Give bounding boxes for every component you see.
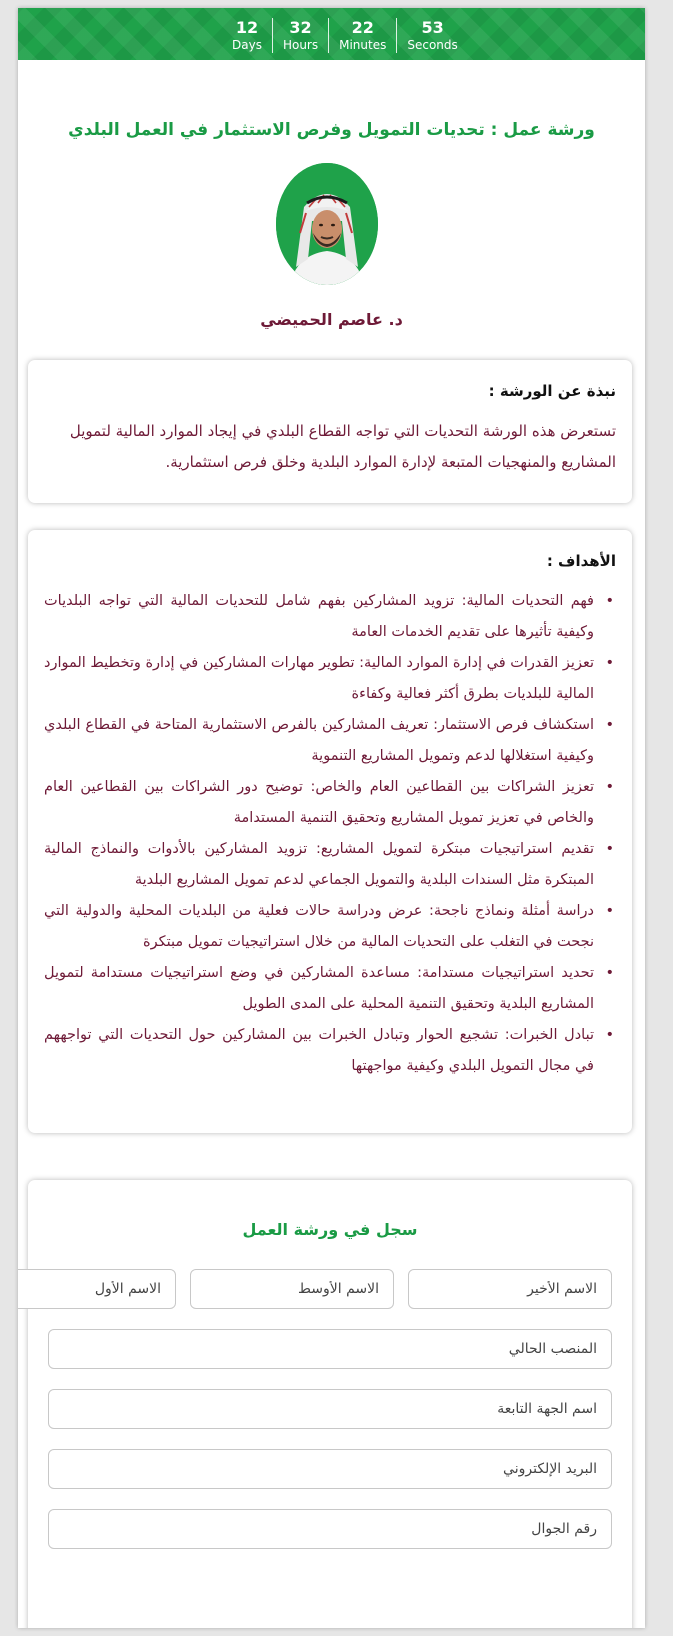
position-input[interactable] [48, 1329, 612, 1369]
countdown-minutes [328, 18, 396, 53]
email-row [48, 1449, 612, 1489]
speaker-avatar [276, 163, 378, 285]
countdown-minutes-label: Minutes [339, 38, 387, 52]
countdown-hours-label: Hours [282, 38, 319, 52]
about-text: تستعرض هذه الورشة التحديات التي تواجه القطاع البلدي في إيجاد الموارد المالية لتمويل المشاريع والمنهجيات المتبعة لإدارة الموارد البلدية وخلق فرص استثمارية. [69, 422, 616, 471]
goal-item: • تعزيز القدرات في إدارة الموارد المالية: تطوير مهارات المشاركين في إدارة وتخطيط الموارد المالية للبلديات بطرق أكثر فعالية وكفاءة [44, 648, 616, 710]
countdown-seconds-label: Seconds [407, 38, 458, 52]
last-name-input[interactable] [408, 1269, 612, 1309]
countdown-timer [222, 18, 468, 53]
countdown-hours-value: 32 [289, 18, 312, 37]
organization-input[interactable] [48, 1389, 612, 1429]
countdown-seconds-value: 53 [421, 18, 444, 37]
form-title: سجل في ورشة العمل [242, 1220, 418, 1239]
about-card [28, 360, 632, 503]
goal-item: • تقديم استراتيجيات مبتكرة لتمويل المشاريع: تزويد المشاركين بالأدوات والنماذج المالية المبتكرة مثل السندات البلدية والتمويل الجماعي لدعم تمويل المشاريع البلدية [44, 834, 616, 896]
countdown-minutes-value: 22 [351, 18, 374, 37]
middle-name-input[interactable] [190, 1269, 394, 1309]
countdown-hours [272, 18, 328, 53]
countdown-banner [18, 8, 645, 60]
phone-input[interactable] [48, 1509, 612, 1549]
goal-item: • دراسة أمثلة ونماذج ناجحة: عرض ودراسة حالات فعلية من البلديات المحلية والدولية التي نجحت في التغلب على التحديات المالية من خلال استراتيجيات تمويل مبتكرة [44, 896, 616, 958]
goal-item: • تعزيز الشراكات بين القطاعين العام والخاص: توضيح دور الشراكات بين القطاعين العام والخاص في تعزيز تمويل المشاريع وتحقيق التنمية المستدامة [44, 772, 616, 834]
countdown-days-label: Days [232, 38, 262, 52]
page [18, 8, 645, 1628]
organization-row [48, 1389, 612, 1429]
phone-row [48, 1509, 612, 1549]
goals-card [28, 530, 632, 1133]
countdown-days-value: 12 [235, 18, 259, 37]
goal-item: • استكشاف فرص الاستثمار: تعريف المشاركين بالفرص الاستثمارية المتاحة في القطاع البلدي وكيفية استغلالها لدعم وتمويل المشاريع التنموية [44, 710, 616, 772]
countdown-days [222, 18, 272, 53]
countdown-seconds [396, 18, 467, 53]
workshop-title: ورشة عمل : تحديات التمويل وفرص الاستثمار في العمل البلدي [68, 120, 595, 140]
name-row [48, 1269, 612, 1309]
first-name-input[interactable] [18, 1269, 176, 1309]
goal-item: • فهم التحديات المالية: تزويد المشاركين بفهم شامل للتحديات المالية التي تواجه البلديات وكيفية تأثيرها على تقديم الخدمات العامة [44, 586, 616, 648]
goals-list [44, 586, 616, 1082]
goal-item: • تحديد استراتيجيات مستدامة: مساعدة المشاركين في وضع استراتيجيات مستدامة لتمويل المشاريع البلدية وتحقيق التنمية المحلية على المدى الطويل [44, 958, 616, 1020]
speaker-photo-icon [276, 163, 378, 285]
about-heading: نبذة عن الورشة : [488, 382, 616, 400]
speaker-name: د. عاصم الحميضي [260, 310, 403, 329]
position-row [48, 1329, 612, 1369]
goal-item: • تبادل الخبرات: تشجيع الحوار وتبادل الخبرات بين المشاركين حول التحديات التي تواجههم في مجال التمويل البلدي وكيفية مواجهتها [44, 1020, 616, 1082]
registration-form [28, 1180, 632, 1628]
goals-heading: الأهداف : [546, 552, 616, 570]
email-input[interactable] [48, 1449, 612, 1489]
